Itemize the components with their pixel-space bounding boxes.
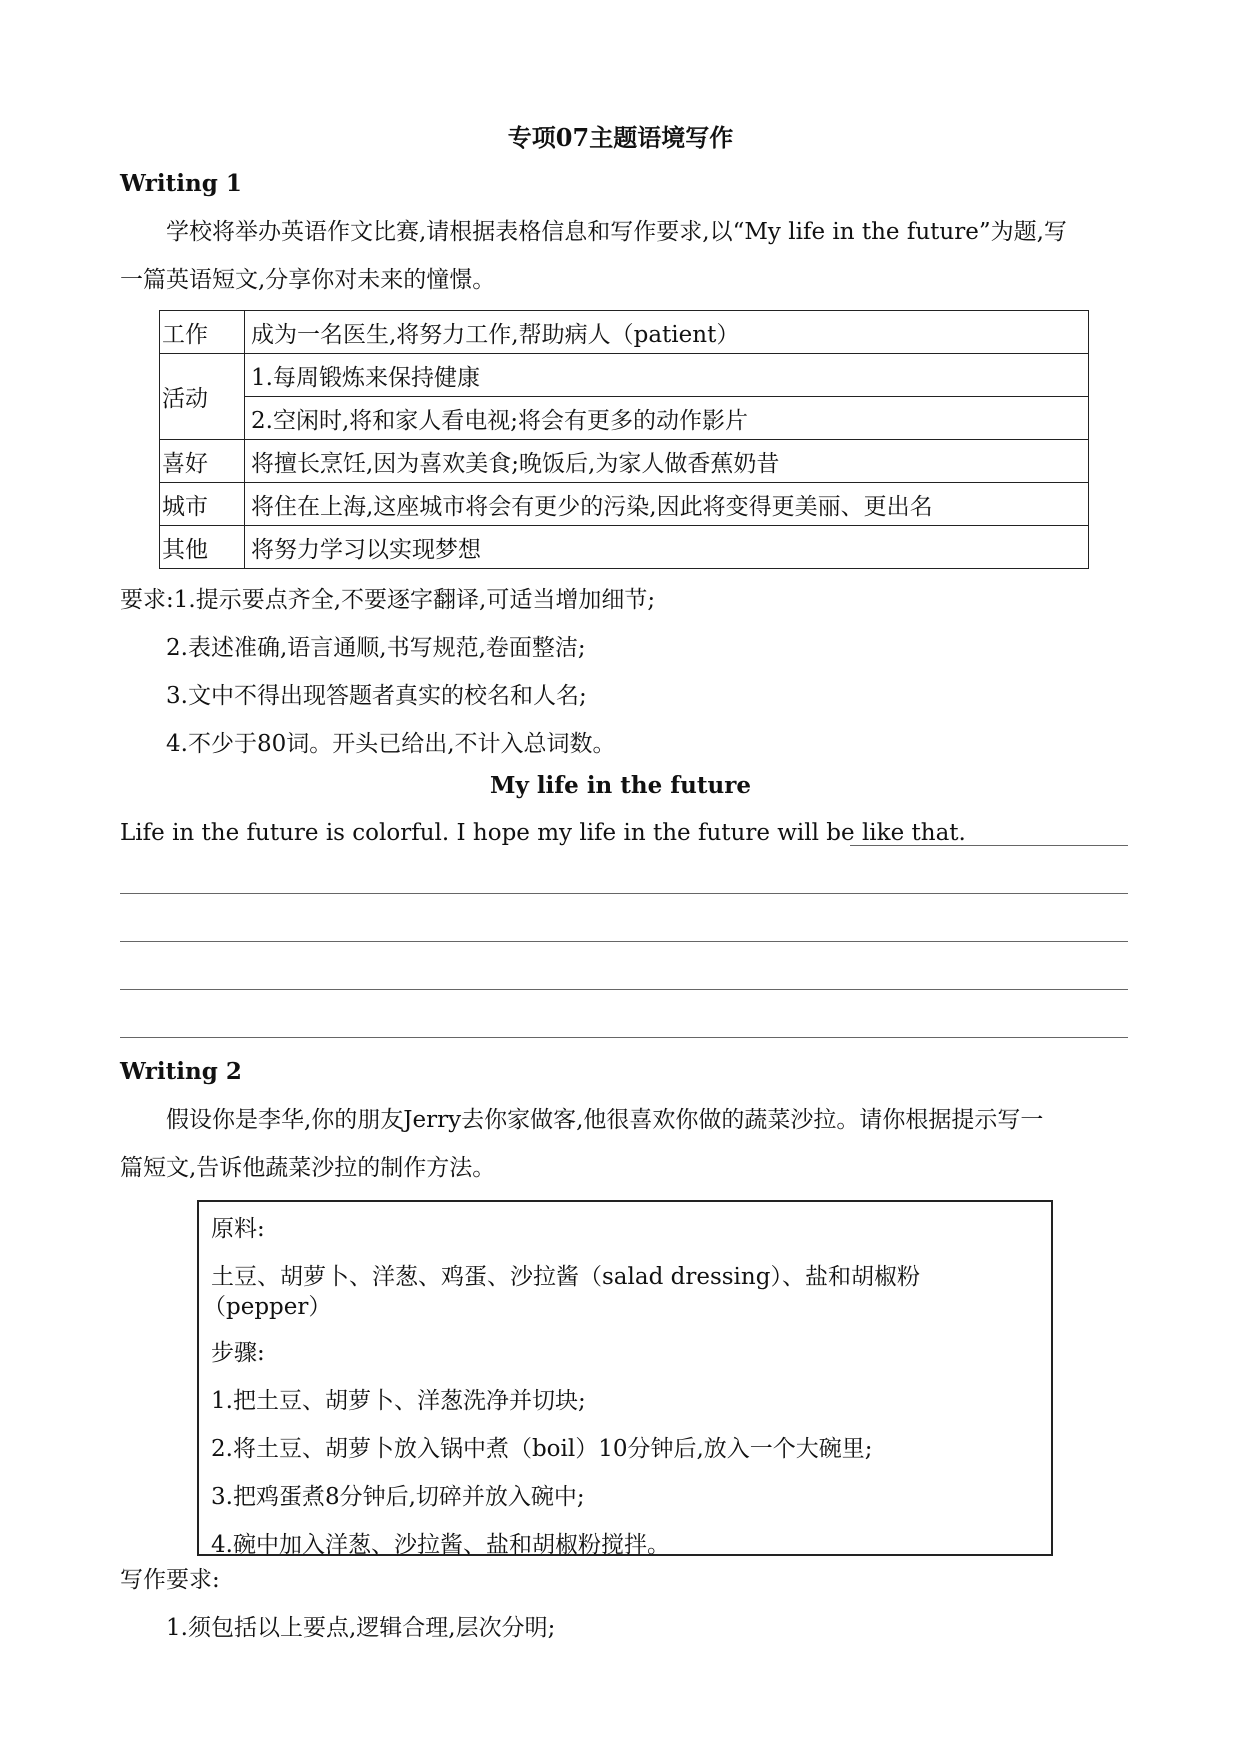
table-row (160, 311, 1089, 354)
writing1-requirement-4: 4.不少于80词。开头已给出,不计入总词数。 (166, 731, 616, 757)
answer-line[interactable] (120, 1037, 1128, 1038)
step-item: 4.碗中加入洋葱、沙拉酱、盐和胡椒粉搅拌。 (211, 1532, 670, 1558)
table-key: 其他 (160, 526, 245, 569)
recipe-box (197, 1200, 1053, 1556)
step-item: 1.把土豆、胡萝卜、洋葱洗净并切块; (211, 1388, 586, 1414)
table-key: 活动 (160, 354, 245, 440)
writing2-intro-line1: 假设你是李华,你的朋友Jerry去你家做客,他很喜欢你做的蔬菜沙拉。请你根据提示写一 (166, 1107, 1044, 1133)
writing1-requirement-3: 3.文中不得出现答题者真实的校名和人名; (166, 683, 587, 709)
table-row (160, 483, 1089, 526)
ingredients-line2: （pepper） (203, 1294, 332, 1320)
writing1-requirement-1: 要求:1.提示要点齐全,不要逐字翻译,可适当增加细节; (120, 587, 656, 613)
writing2-intro-line2: 篇短文,告诉他蔬菜沙拉的制作方法。 (120, 1155, 496, 1181)
table-key: 城市 (160, 483, 245, 526)
table-row (160, 526, 1089, 569)
page-title: 专项07主题语境写作 (507, 123, 734, 152)
ingredients-label: 原料: (211, 1216, 265, 1242)
essay-start: Life in the future is colorful. I hope my life in the future will be like that. (120, 820, 966, 846)
ingredients-line1: 土豆、胡萝卜、洋葱、鸡蛋、沙拉酱（salad dressing）、盐和胡椒粉 (211, 1264, 920, 1290)
answer-line[interactable] (120, 941, 1128, 942)
answer-line[interactable] (120, 893, 1128, 894)
table-row (160, 354, 1089, 397)
steps-label: 步骤: (211, 1340, 265, 1366)
table-row (160, 397, 1089, 440)
writing2-requirement-1: 1.须包括以上要点,逻辑合理,层次分明; (166, 1615, 556, 1641)
table-value: 将努力学习以实现梦想 (245, 526, 1089, 569)
writing2-heading: Writing 2 (120, 1058, 242, 1085)
writing1-heading: Writing 1 (120, 170, 242, 197)
table-value: 将擅长烹饪,因为喜欢美食;晚饭后,为家人做香蕉奶昔 (245, 440, 1089, 483)
writing1-requirement-2: 2.表述准确,语言通顺,书写规范,卷面整洁; (166, 635, 586, 661)
writing1-intro-line2: 一篇英语短文,分享你对未来的憧憬。 (120, 267, 496, 293)
step-item: 3.把鸡蛋煮8分钟后,切碎并放入碗中; (211, 1484, 585, 1510)
table-value: 2.空闲时,将和家人看电视;将会有更多的动作影片 (245, 397, 1089, 440)
writing1-info-table (159, 310, 1089, 569)
table-key: 工作 (160, 311, 245, 354)
table-value: 将住在上海,这座城市将会有更少的污染,因此将变得更美丽、更出名 (245, 483, 1089, 526)
writing2-req-label: 写作要求: (120, 1567, 220, 1593)
step-item: 2.将土豆、胡萝卜放入锅中煮（boil）10分钟后,放入一个大碗里; (211, 1436, 873, 1462)
table-value: 成为一名医生,将努力工作,帮助病人（patient） (245, 311, 1089, 354)
table-key: 喜好 (160, 440, 245, 483)
table-row (160, 440, 1089, 483)
answer-line[interactable] (850, 845, 1128, 846)
essay-title: My life in the future (489, 772, 751, 799)
writing1-intro-line1: 学校将举办英语作文比赛,请根据表格信息和写作要求,以“My life in the future”为题,写 (166, 219, 1067, 245)
answer-line[interactable] (120, 989, 1128, 990)
table-value: 1.每周锻炼来保持健康 (245, 354, 1089, 397)
